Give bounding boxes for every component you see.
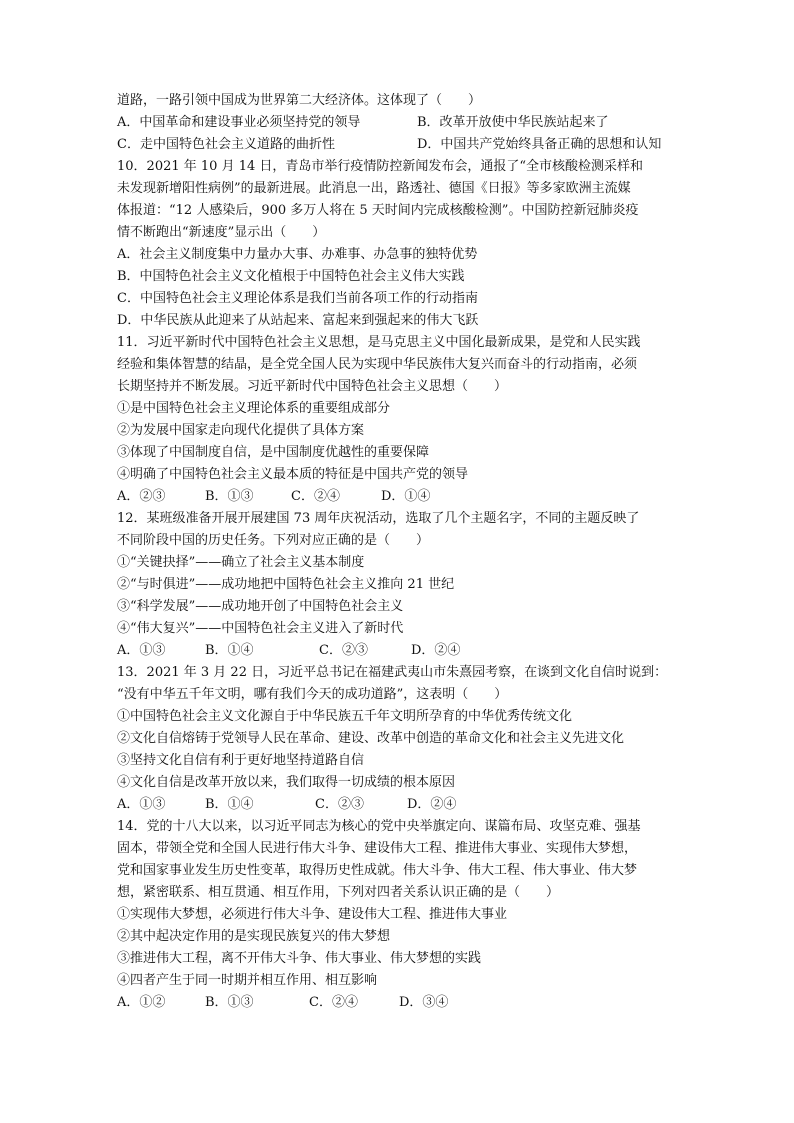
option-d: D．中国共产党始终具备正确的思想和认知 [417,137,662,152]
question-stem-line: 经验和集体智慧的结晶，是全党全国人民为实现中华民族伟大复兴而奋斗的行动指南，必须 [117,357,638,372]
question-14 [117,816,677,1014]
statement-item: ④四者产生于同一时期并相互作用、相互影响 [117,973,378,988]
choice-c: C．②④ [291,489,340,504]
option-row [117,112,677,134]
choice-d: D．②④ [411,643,461,658]
choice-row [117,640,677,662]
option-a: A．中国革命和建设事业必须坚持党的领导 [117,115,361,130]
statement-item: ③坚持文化自信有利于更好地坚持道路自信 [117,753,365,768]
choice-a: A．②③ [117,489,166,504]
question-stem-line: 未发现新增阳性病例”的最新进展。此消息一出，路透社、德国《日报》等多家欧洲主流媒 [117,181,631,196]
statement-item: ④明确了中国特色社会主义最本质的特征是中国共产党的领导 [117,467,469,482]
question-12 [117,508,677,662]
question-stem-line: 情不断跑出“新速度”显示出（ ） [117,225,326,240]
question-11 [117,332,677,508]
statement-item: ③体现了中国制度自信，是中国制度优越性的重要保障 [117,445,430,460]
question-stem-line: 13．2021 年 3 月 22 日，习近平总书记在福建武夷山市朱熹园考察，在谈到文化自信时说到： [117,665,668,680]
statement-item: ④“伟大复兴”——中国特色社会主义进入了新时代 [117,621,404,636]
question-stem-line: 想，紧密联系、相互贯通、相互作用，下列对四者关系认识正确的是（ ） [117,885,560,900]
question-13 [117,662,677,816]
statement-item: ②其中起决定作用的是实现民族复兴的伟大梦想 [117,929,391,944]
question-stem-line: 14．党的十八大以来，以习近平同志为核心的党中央举旗定向、谋篇布局、攻坚克难、强基 [117,819,641,834]
exam-page [117,90,677,1014]
question-stem-line: 党和国家事业发生历史性变革，取得历史性成就。伟大斗争、伟大工程、伟大事业、伟大梦 [117,863,638,878]
option-b: B．改革开放使中华民族站起来了 [417,115,609,130]
choice-c: C．②③ [319,643,368,658]
option-a: A．社会主义制度集中力量办大事、办难事、办急事的独特优势 [117,247,478,262]
statement-item: ①中国特色社会主义文化源自于中华民族五千年文明所孕育的中华优秀传统文化 [117,709,573,724]
statement-item: ②为发展中国家走向现代化提供了具体方案 [117,423,365,438]
choice-d: D．③④ [399,995,449,1010]
statement-item: ①实现伟大梦想，必须进行伟大斗争、建设伟大工程、推进伟大事业 [117,907,508,922]
statement-item: ②文化自信熔铸于党领导人民在革命、建设、改革中创造的革命文化和社会主义先进文化 [117,731,625,746]
statement-item: ②“与时俱进”——成功地把中国特色社会主义推向 21 世纪 [117,577,455,592]
statement-item: ①是中国特色社会主义理论体系的重要组成部分 [117,401,391,416]
choice-a: A．①② [117,995,166,1010]
question-stem-line: 体报道：“12 人感染后，900 多万人将在 5 天时间内完成核酸检测”。中国防控新冠肺炎疫 [117,203,639,218]
choice-a: A．①③ [117,797,166,812]
choice-row [117,486,677,508]
choice-d: D．①④ [381,489,431,504]
choice-b: B．①④ [205,797,254,812]
question-stem-line: 不同阶段中国的历史任务。下列对应正确的是（ ） [117,533,430,548]
choice-a: A．①③ [117,643,166,658]
question-stem-line: 10．2021 年 10 月 14 日，青岛市举行疫情防控新闻发布会，通报了“全市核酸检测采样和 [117,159,644,174]
question-stem-line: 11．习近平新时代中国特色社会主义思想，是马克思主义中国化最新成果，是党和人民实践 [117,335,641,350]
question-stem-line: 长期坚持并不断发展。习近平新时代中国特色社会主义思想（ ） [117,379,508,394]
question-stem-line: 固本，带领全党和全国人民进行伟大斗争、建设伟大工程、推进伟大事业、实现伟大梦想， [117,841,638,856]
choice-row [117,992,677,1014]
option-d: D．中华民族从此迎来了从站起来、富起来到强起来的伟大飞跃 [117,313,479,328]
choice-d: D．②④ [407,797,457,812]
question-stem-line: “没有中华五千年文明，哪有我们今天的成功道路”，这表明（ ） [117,687,508,702]
option-c: C．走中国特色社会主义道路的曲折性 [117,137,335,152]
statement-item: ①“关键抉择”——确立了社会主义基本制度 [117,555,365,570]
option-b: B．中国特色社会主义文化植根于中国特色社会主义伟大实践 [117,269,465,284]
statement-item: ③“科学发展”——成功地开创了中国特色社会主义 [117,599,404,614]
choice-c: C．②④ [309,995,358,1010]
choice-b: B．①③ [205,489,254,504]
statement-item: ③推进伟大工程，离不开伟大斗争、伟大事业、伟大梦想的实践 [117,951,482,966]
question-stem-line: 道路，一路引领中国成为世界第二大经济体。这体现了（ ） [117,93,482,108]
choice-b: B．①④ [205,643,254,658]
question-stem-line: 12．某班级准备开展开展建国 73 周年庆祝活动，选取了几个主题名字，不同的主题反映了 [117,511,640,526]
choice-c: C．②③ [315,797,364,812]
option-row [117,134,677,156]
choice-b: B．①③ [205,995,254,1010]
question-10 [117,156,677,332]
statement-item: ④文化自信是改革开放以来，我们取得一切成绩的根本原因 [117,775,456,790]
question-9 [117,90,677,156]
choice-row [117,794,677,816]
option-c: C．中国特色社会主义理论体系是我们当前各项工作的行动指南 [117,291,478,306]
